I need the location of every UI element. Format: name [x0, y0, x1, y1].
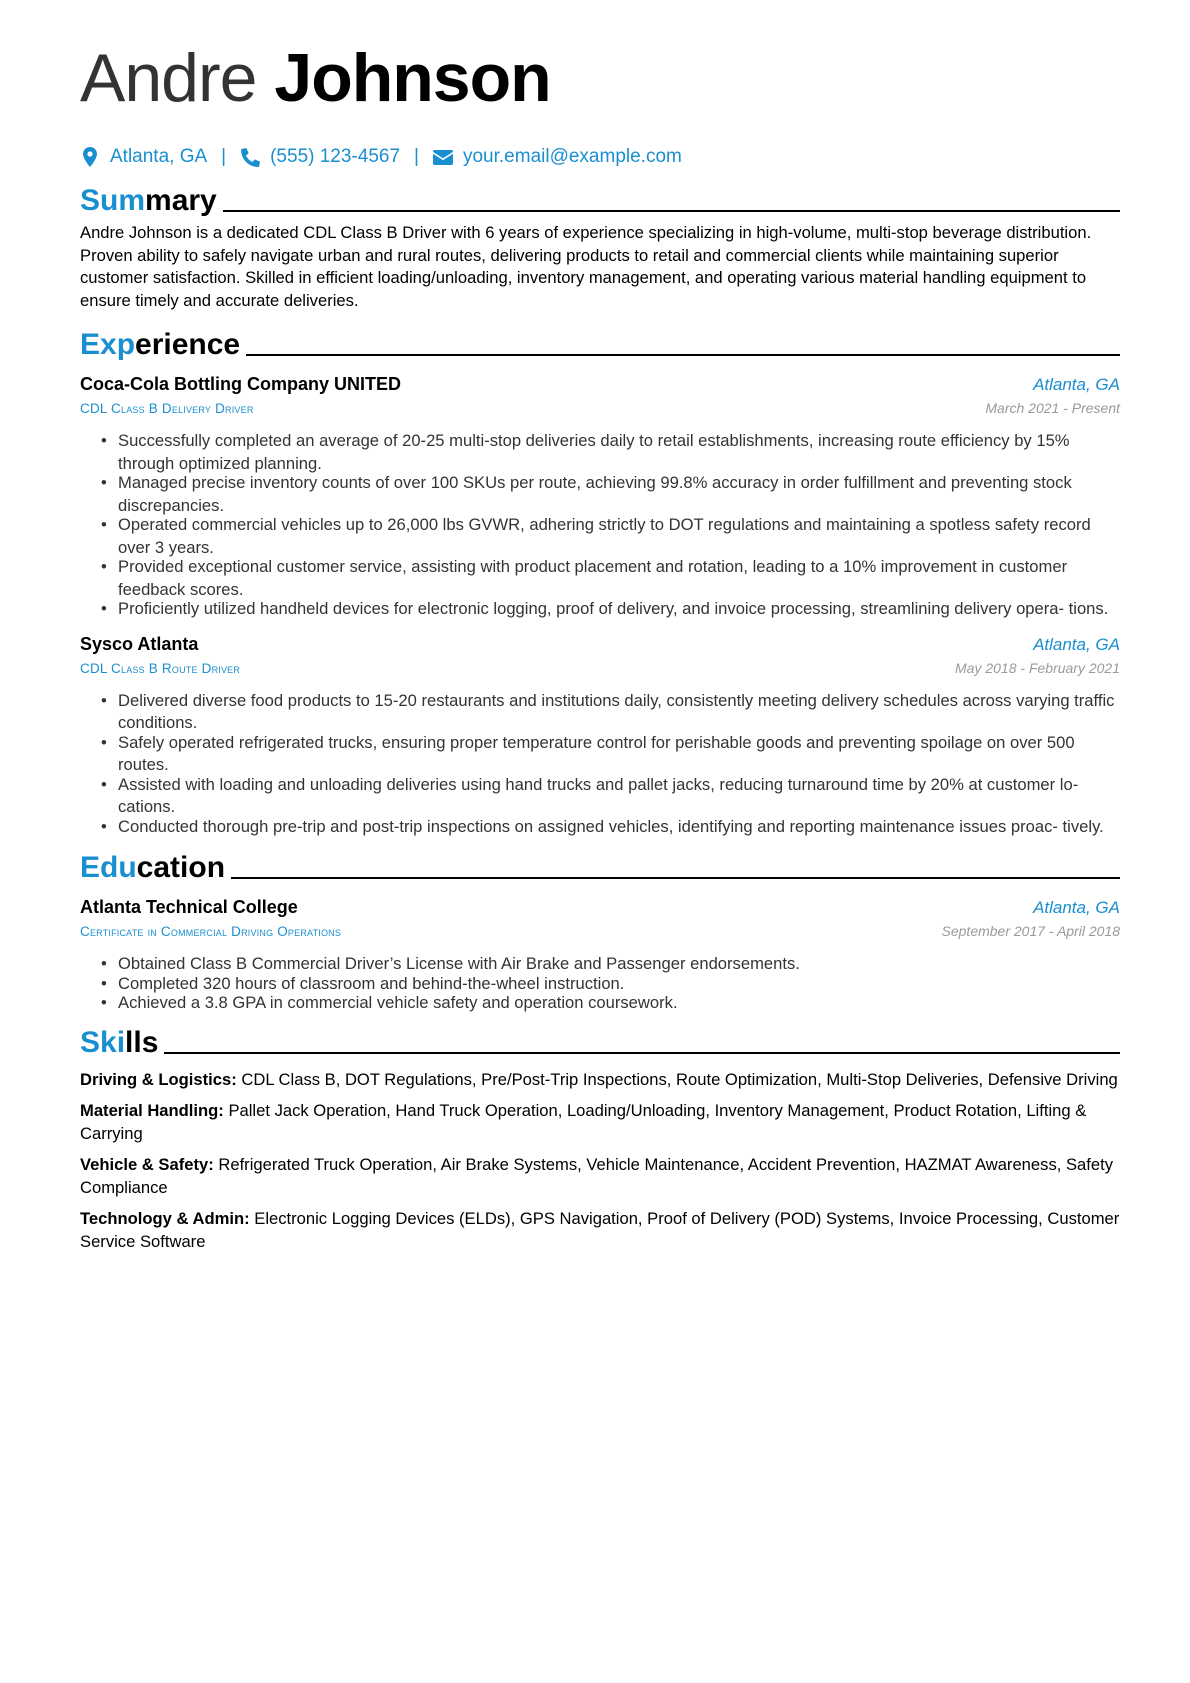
bullet-dot-icon: • [101, 973, 107, 993]
job-bullets [80, 430, 1120, 621]
summary-text: Andre Johnson is a dedicated CDL Class B Driver with 6 years of experience specializing in high-volume, multi-stop beverage distribution. Proven ability to safely navigate urban and rural routes, delivering products to retail and commercial clients while maintaining superior customer satisfaction. Skilled in efficient loading/unloading, inventory management, and operating various material handling equipment to ensure timely and accurate deliveries. [80, 223, 1092, 310]
skill-group-value: Pallet Jack Operation, Hand Truck Operation, Loading/Unloading, Inventory Management, Product Rotation, Lifting & Carrying [80, 1101, 1087, 1143]
bullet-item [101, 430, 1120, 475]
job-dates: May 2018 - February 2021 [955, 659, 1120, 676]
bullet-text: Delivered diverse food products to 15-20 restaurants and institutions daily, consistently meeting delivery schedules across varying traffic conditions. [118, 690, 1115, 732]
contact-location [80, 146, 207, 168]
skill-group [80, 1208, 1120, 1253]
section-rule [231, 877, 1120, 879]
envelope-icon [433, 146, 453, 168]
bullet-text: Completed 320 hours of classroom and behind-the-wheel instruction. [118, 973, 625, 993]
skill-group-value: CDL Class B, DOT Regulations, Pre/Post-Trip Inspections, Route Optimization, Multi-Stop Deliveries, Defensive Driving [241, 1069, 1118, 1089]
candidate-name [80, 38, 1120, 118]
program-name: Certificate in Commercial Driving Operations [80, 924, 342, 939]
bullet-item [101, 472, 1120, 517]
location-text: Atlanta, GA [110, 146, 208, 167]
section-rule [223, 210, 1120, 212]
skill-group-value: Refrigerated Truck Operation, Air Brake Systems, Vehicle Maintenance, Accident Prevention, HAZMAT Awareness, Safety Compliance [80, 1155, 1114, 1197]
map-marker-icon [80, 146, 100, 168]
company-name: Sysco Atlanta [80, 633, 199, 654]
bullet-text: Safely operated refrigerated trucks, ensuring proper temperature control for perishable goods and preventing spoilage on over 500 routes. [118, 732, 1075, 774]
education-entry [80, 895, 1120, 1015]
bullet-text: Operated commercial vehicles up to 26,000 lbs GVWR, adhering strictly to DOT regulations and maintaining a spotless safety record over 3 years. [118, 515, 1091, 557]
bullet-dot-icon: • [101, 599, 107, 618]
school-location: Atlanta, GA [1033, 898, 1120, 917]
skill-group [80, 1100, 1120, 1145]
contact-email[interactable] [433, 146, 682, 168]
bullet-item [101, 992, 1120, 1015]
contact-separator: | [414, 146, 419, 167]
education-heading [80, 845, 1120, 885]
bullet-text: Successfully completed an average of 20-25 multi-stop deliveries daily to retail establishments, increasing route efficiency by 15% through optimized planning. [118, 431, 1070, 473]
experience-entry [80, 632, 1120, 839]
bullet-item [101, 514, 1120, 559]
bullet-item [101, 774, 1120, 819]
bullet-item [101, 732, 1120, 777]
bullet-dot-icon: • [101, 816, 107, 836]
bullet-dot-icon: • [101, 473, 107, 492]
school-name: Atlanta Technical College [80, 897, 298, 917]
bullet-text: Managed precise inventory counts of over 100 SKUs per route, achieving 99.8% accuracy in order fulfillment and preventing stock discrepancies. [118, 473, 1072, 515]
bullet-text: Obtained Class B Commercial Driver’s License with Air Brake and Passenger endorsements. [118, 954, 800, 973]
bullet-dot-icon: • [101, 515, 107, 534]
phone-icon [240, 146, 260, 168]
bullet-text: Proficiently utilized handheld devices for electronic logging, proof of delivery, and invoice processing, streamlining delivery opera- tions. [118, 599, 1109, 618]
bullet-dot-icon: • [101, 557, 107, 576]
education-dates: September 2017 - April 2018 [941, 923, 1120, 939]
bullet-item [101, 598, 1120, 621]
skill-group [80, 1069, 1120, 1092]
skill-group-label: Material Handling: [80, 1101, 224, 1120]
contact-line [80, 142, 1120, 172]
education-heading-rest: cation [136, 851, 226, 884]
education-bullets [80, 953, 1120, 1015]
experience-heading-accent: Exp [80, 328, 136, 361]
skills-heading-rest: lls [125, 1025, 159, 1059]
contact-separator: | [221, 146, 227, 167]
section-rule [246, 354, 1120, 356]
email-link[interactable]: your.email@example.com [462, 146, 682, 167]
job-location: Atlanta, GA [1033, 375, 1120, 394]
contact-phone[interactable] [240, 146, 400, 168]
summary-heading-rest: mary [145, 184, 217, 217]
summary-heading-accent: Sum [80, 184, 146, 217]
bullet-dot-icon: • [101, 690, 107, 710]
skills-heading [80, 1020, 1120, 1060]
summary-heading [80, 178, 1120, 218]
bullet-dot-icon: • [101, 993, 107, 1012]
education-heading-accent: Edu [80, 851, 137, 884]
job-location: Atlanta, GA [1033, 634, 1120, 654]
skill-group-value: Electronic Logging Devices (ELDs), GPS Navigation, Proof of Delivery (POD) Systems, Invoice Processing, Customer Service Software [80, 1209, 1120, 1251]
bullet-item [101, 690, 1120, 735]
skill-group-label: Vehicle & Safety: [80, 1155, 214, 1174]
skill-group-label: Technology & Admin: [80, 1209, 250, 1228]
bullet-text: Conducted thorough pre-trip and post-trip inspections on assigned vehicles, identifying and reporting maintenance issues proac- tively. [118, 816, 1104, 836]
phone-text[interactable]: (555) 123-4567 [270, 146, 401, 167]
bullet-text: Provided exceptional customer service, assisting with product placement and rotation, leading to a 10% improvement in customer feedback scores. [118, 557, 1068, 599]
experience-heading-rest: erience [135, 328, 241, 361]
job-dates: March 2021 - Present [985, 400, 1120, 416]
skill-group-label: Driving & Logistics: [80, 1069, 237, 1089]
bullet-item [101, 556, 1120, 601]
last-name: Johnson [274, 40, 551, 116]
bullet-text: Achieved a 3.8 GPA in commercial vehicle safety and operation coursework. [118, 993, 678, 1012]
skill-group [80, 1154, 1120, 1199]
experience-heading [80, 322, 1120, 362]
bullet-dot-icon: • [101, 732, 107, 752]
resume-page [80, 38, 1120, 1253]
bullet-dot-icon: • [101, 954, 107, 973]
first-name: Andre [80, 40, 257, 116]
company-name: Coca-Cola Bottling Company UNITED [80, 374, 402, 394]
bullet-dot-icon: • [101, 431, 107, 450]
experience-entry [80, 372, 1120, 621]
bullet-item [101, 816, 1120, 839]
bullet-text: Assisted with loading and unloading deliveries using hand trucks and pallet jacks, reducing turnaround time by 20% at customer lo- cations. [118, 774, 1079, 816]
bullet-dot-icon: • [101, 774, 107, 794]
job-title: CDL Class B Delivery Driver [80, 401, 254, 416]
skills-heading-accent: Ski [80, 1025, 126, 1059]
job-bullets [80, 690, 1120, 839]
job-title: CDL Class B Route Driver [80, 660, 241, 676]
section-rule [164, 1052, 1120, 1054]
